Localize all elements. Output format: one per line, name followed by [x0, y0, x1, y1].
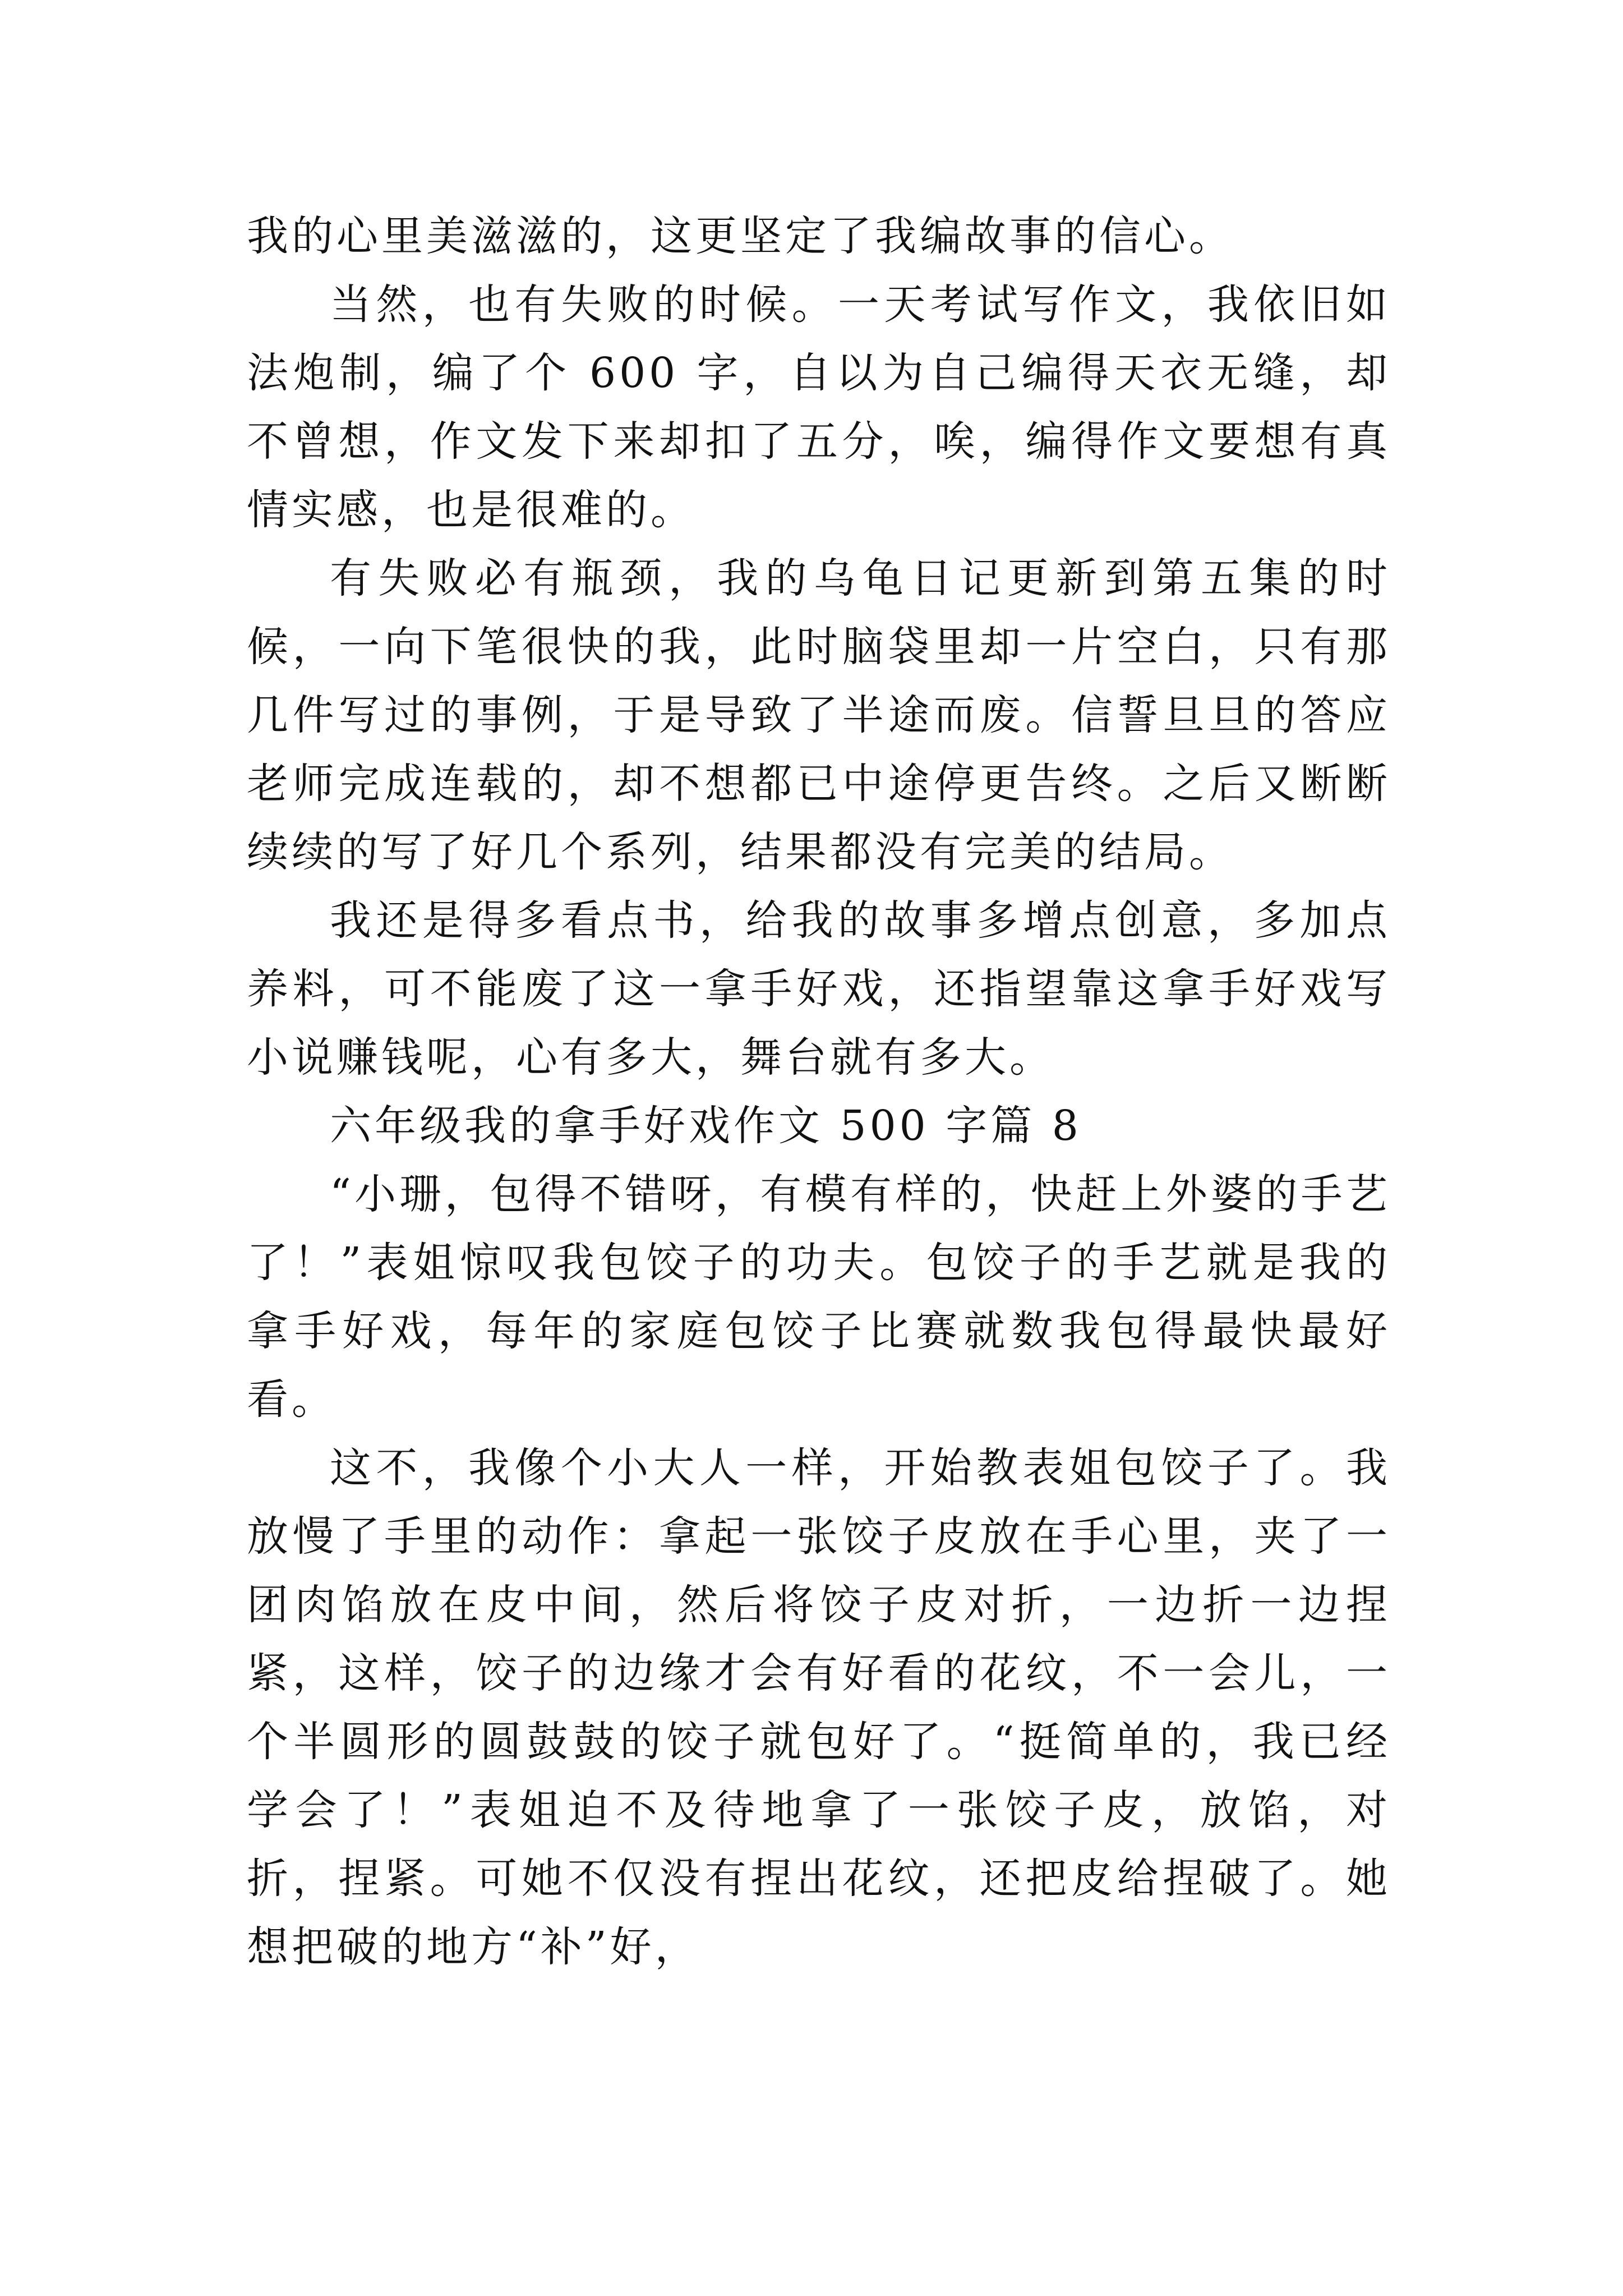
paragraph-6: 这不，我像个小大人一样，开始教表姐包饺子了。我放慢了手里的动作：拿起一张饺子皮放在手心里，夹了一团肉馅放在皮中间，然后将饺子皮对折，一边折一边捏紧，这样，饺子的边缘才会有好看的花纹，不一会儿，一个半圆形的圆鼓鼓的饺子就包好了。“挺简单的，我已经学会了！”表姐迫不及待地拿了一张饺子皮，放馅，对折，捏紧。可她不仅没有捏出花纹，还把皮给捏破了。她想把破的地方“补”好，	[247, 1444, 1391, 1971]
paragraph-5: “小珊，包得不错呀，有模有样的，快赶上外婆的手艺了！”表姐惊叹我包饺子的功夫。包饺子的手艺就是我的拿手好戏，每年的家庭包饺子比赛就数我包得最快最好看。	[247, 1170, 1391, 1424]
paragraph-2: 当然，也有失败的时候。一天考试写作文，我依旧如法炮制，编了个 600 字，自以为自己编得天衣无缝，却不曾想，作文发下来却扣了五分，唉，编得作文要想有真情实感，也是很难的。	[247, 280, 1391, 534]
paragraph-4: 我还是得多看点书，给我的故事多增点创意，多加点养料，可不能废了这一拿手好戏，还指望靠这拿手好戏写小说赚钱呢，心有多大，舞台就有多大。	[247, 896, 1391, 1082]
paragraph-1: 我的心里美滋滋的，这更坚定了我编故事的信心。	[247, 212, 1234, 260]
paragraph-3: 有失败必有瓶颈，我的乌龟日记更新到第五集的时候，一向下笔很快的我，此时脑袋里却一片空白，只有那几件写过的事例，于是导致了半途而废。信誓旦旦的答应老师完成连载的，却不想都已中途停更告终。之后又断断续续的写了好几个系列，结果都没有完美的结局。	[247, 554, 1391, 876]
document-body	[247, 202, 1391, 1981]
section-heading: 六年级我的拿手好戏作文 500 字篇 8	[330, 1102, 1082, 1150]
